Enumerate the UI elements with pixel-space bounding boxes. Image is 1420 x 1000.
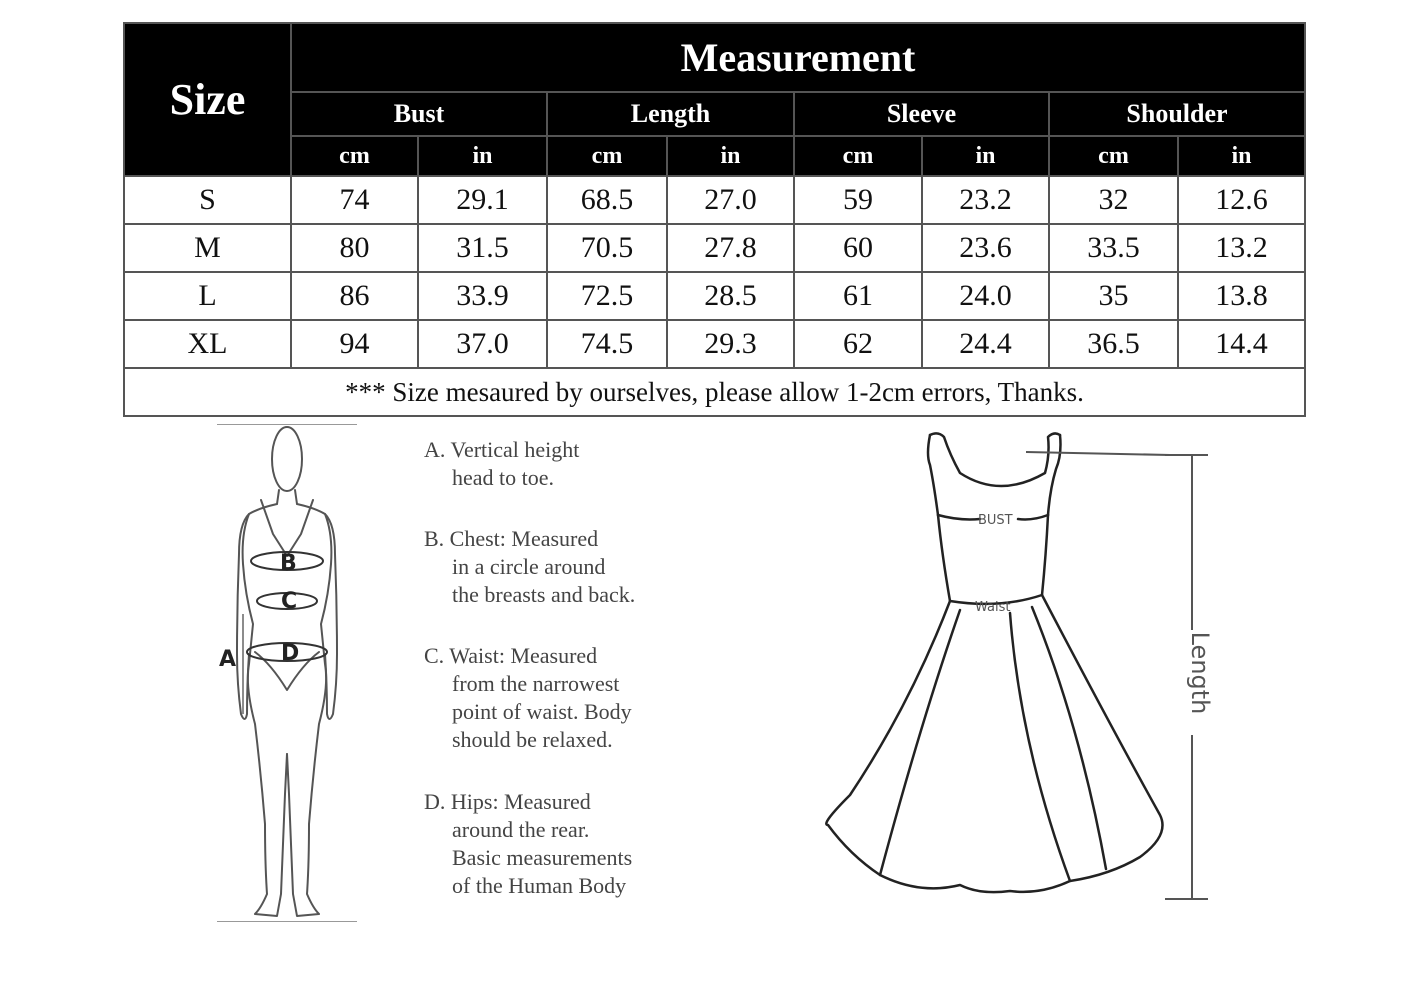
value-cell: 23.6 — [922, 224, 1049, 272]
guide-line: head to toe. — [452, 465, 555, 490]
value-cell: 94 — [291, 320, 418, 368]
unit-header: in — [418, 136, 547, 176]
value-cell: 27.0 — [667, 176, 794, 224]
bust-label: BUST — [978, 513, 1013, 528]
value-cell: 33.9 — [418, 272, 547, 320]
label-c: C — [281, 589, 298, 614]
guide-label: B. Chest: Measured — [424, 526, 599, 551]
unit-header: in — [1178, 136, 1305, 176]
size-cell: M — [124, 224, 291, 272]
guide-label: A. Vertical height — [424, 437, 580, 462]
table-row — [124, 224, 1305, 272]
value-cell: 31.5 — [418, 224, 547, 272]
value-cell: 24.4 — [922, 320, 1049, 368]
guide-item-a — [424, 436, 724, 492]
value-cell: 13.8 — [1178, 272, 1305, 320]
size-cell: L — [124, 272, 291, 320]
strap-left — [928, 435, 938, 515]
table-row — [124, 320, 1305, 368]
unit-header: cm — [547, 136, 667, 176]
value-cell: 23.2 — [922, 176, 1049, 224]
guide-line: from the narrowest — [452, 671, 620, 696]
unit-header: cm — [291, 136, 418, 176]
guide-line: the breasts and back. — [452, 582, 636, 607]
value-cell: 37.0 — [418, 320, 547, 368]
unit-header: cm — [794, 136, 922, 176]
value-cell: 60 — [794, 224, 922, 272]
value-cell: 62 — [794, 320, 922, 368]
skirt-fold — [880, 610, 960, 875]
dress-diagram — [810, 425, 1230, 915]
unit-header: cm — [1049, 136, 1178, 176]
strap-right — [1048, 435, 1061, 515]
measurement-note: *** Size mesaured by ourselves, please allow 1-2cm errors, Thanks. — [124, 368, 1305, 416]
bodice-left — [938, 515, 950, 601]
guide-item-b — [424, 525, 724, 609]
guide-label: D. Hips: Measured — [424, 789, 591, 814]
value-cell: 27.8 — [667, 224, 794, 272]
guide-line: of the Human Body — [452, 873, 627, 898]
group-header-bust: Bust — [291, 92, 547, 136]
value-cell: 35 — [1049, 272, 1178, 320]
value-cell: 33.5 — [1049, 224, 1178, 272]
label-d: D — [281, 641, 300, 666]
guide-item-d — [424, 788, 724, 900]
size-header: Size — [124, 23, 291, 176]
waist-label: Waist — [975, 600, 1011, 615]
unit-header: in — [667, 136, 794, 176]
group-header-length: Length — [547, 92, 794, 136]
value-cell: 72.5 — [547, 272, 667, 320]
size-cell: XL — [124, 320, 291, 368]
group-header-sleeve: Sleeve — [794, 92, 1049, 136]
human-body-diagram — [215, 424, 360, 924]
value-cell: 74.5 — [547, 320, 667, 368]
dress-neckline — [930, 433, 1060, 486]
guide-line: should be relaxed. — [452, 727, 613, 752]
value-cell: 32 — [1049, 176, 1178, 224]
guide-label: C. Waist: Measured — [424, 643, 598, 668]
table-row — [124, 272, 1305, 320]
label-b: B — [280, 551, 297, 576]
group-header-shoulder: Shoulder — [1049, 92, 1305, 136]
skirt-fold — [1010, 613, 1070, 881]
unit-header: in — [922, 136, 1049, 176]
value-cell: 74 — [291, 176, 418, 224]
value-cell: 59 — [794, 176, 922, 224]
swimsuit-top — [261, 500, 313, 556]
head-outline — [272, 427, 302, 491]
bust-seam-right — [1018, 515, 1048, 520]
value-cell: 61 — [794, 272, 922, 320]
guide-line: around the rear. — [452, 817, 590, 842]
value-cell: 68.5 — [547, 176, 667, 224]
size-chart-table — [123, 22, 1306, 417]
table-row — [124, 176, 1305, 224]
value-cell: 29.1 — [418, 176, 547, 224]
guide-line: point of waist. Body — [452, 699, 632, 724]
guide-line: Basic measurements — [452, 845, 633, 870]
size-cell: S — [124, 176, 291, 224]
value-cell: 70.5 — [547, 224, 667, 272]
label-a: A — [219, 647, 237, 672]
guide-item-c — [424, 642, 724, 754]
dress-skirt — [826, 595, 1162, 892]
value-cell: 13.2 — [1178, 224, 1305, 272]
value-cell: 80 — [291, 224, 418, 272]
value-cell: 36.5 — [1049, 320, 1178, 368]
value-cell: 14.4 — [1178, 320, 1305, 368]
measurement-header: Measurement — [291, 23, 1305, 92]
length-label: Length — [1186, 631, 1214, 715]
value-cell: 12.6 — [1178, 176, 1305, 224]
bust-seam-left — [938, 515, 980, 520]
value-cell: 29.3 — [667, 320, 794, 368]
value-cell: 24.0 — [922, 272, 1049, 320]
bodice-right — [1042, 515, 1048, 595]
value-cell: 28.5 — [667, 272, 794, 320]
guide-line: in a circle around — [452, 554, 606, 579]
value-cell: 86 — [291, 272, 418, 320]
